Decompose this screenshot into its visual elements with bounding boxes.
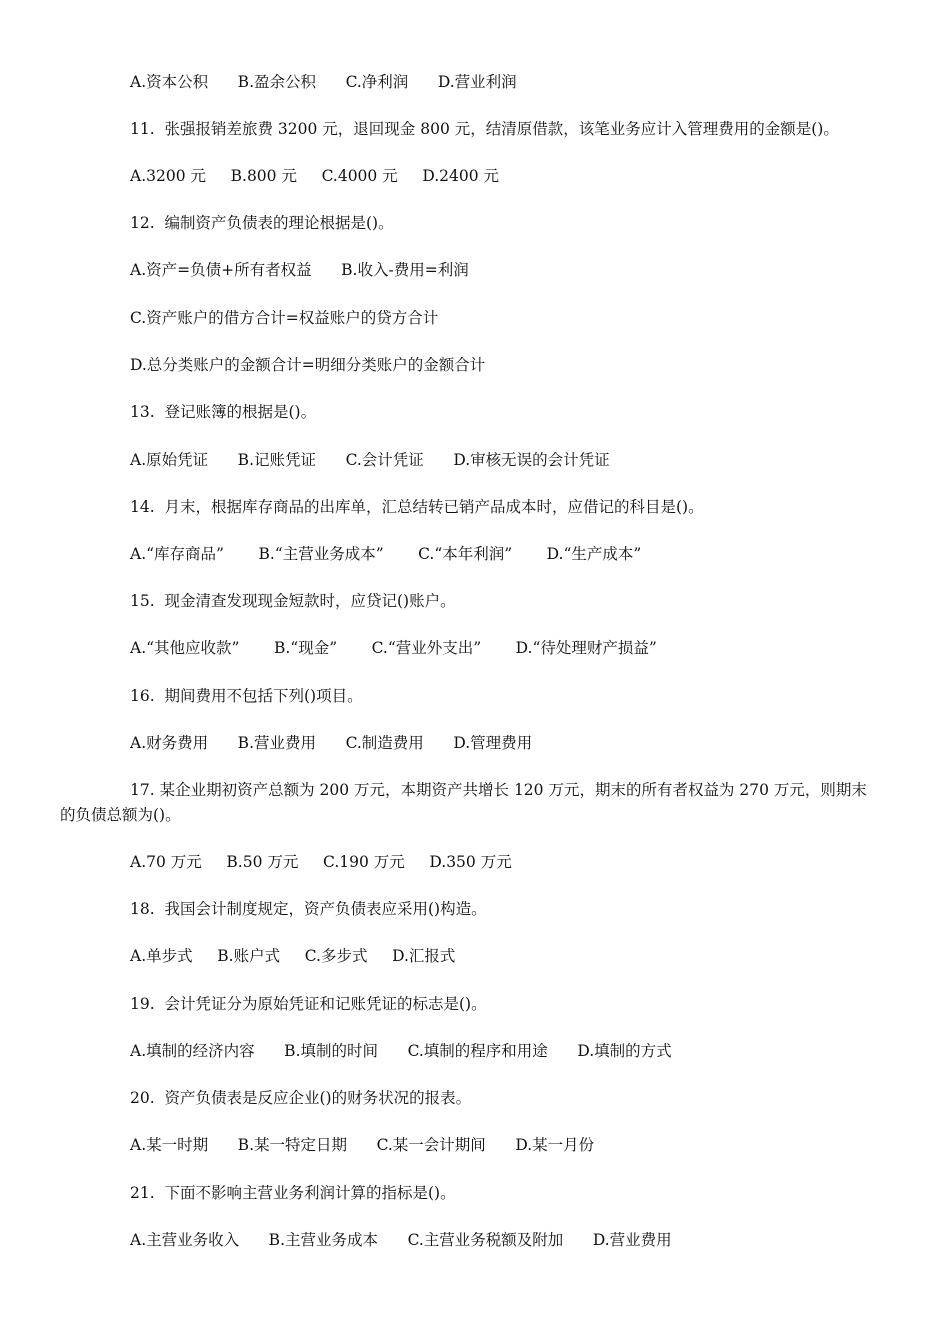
q12-option-c: C.资产账户的借方合计=权益账户的贷方合计 (130, 309, 439, 327)
q10-options: A.资本公积 B.盈余公积 C.净利润 D.营业利润 (130, 73, 517, 91)
q13-question: 13. 登记账簿的根据是()。 (130, 403, 317, 421)
q14-options: A.“库存商品” B.“主营业务成本” C.“本年利润” D.“生产成本” (130, 545, 642, 563)
q18-question: 18. 我国会计制度规定，资产负债表应采用()构造。 (130, 900, 487, 918)
q16-options: A.财务费用 B.营业费用 C.制造费用 D.管理费用 (130, 734, 533, 752)
q12-option-d: D.总分类账户的金额合计=明细分类账户的金额合计 (130, 356, 486, 374)
q19-options: A.填制的经济内容 B.填制的时间 C.填制的程序和用途 D.填制的方式 (130, 1042, 672, 1060)
q16-question: 16. 期间费用不包括下列()项目。 (130, 687, 363, 705)
q20-question: 20. 资产负债表是反应企业()的财务状况的报表。 (130, 1089, 472, 1107)
q21-question: 21. 下面不影响主营业务利润计算的指标是()。 (130, 1184, 456, 1202)
q12-options-ab: A.资产=负债+所有者权益 B.收入-费用=利润 (130, 261, 469, 279)
q17-options: A.70 万元 B.50 万元 C.190 万元 D.350 万元 (130, 853, 512, 871)
q21-options: A.主营业务收入 B.主营业务成本 C.主营业务税额及附加 D.营业费用 (130, 1231, 672, 1249)
q13-options: A.原始凭证 B.记账凭证 C.会计凭证 D.审核无误的会计凭证 (130, 451, 610, 469)
q20-options: A.某一时期 B.某一特定日期 C.某一会计期间 D.某一月份 (130, 1136, 595, 1154)
q15-options: A.“其他应收款” B.“现金” C.“营业外支出” D.“待处理财产损益” (130, 639, 657, 657)
q17-question: 17. 某企业期初资产总额为 200 万元，本期资产共增长 120 万元，期末的所有者权益为 270 万元，则期末的负债总额为()。 (60, 781, 867, 824)
q15-question: 15. 现金清查发现现金短款时，应贷记()账户。 (130, 592, 456, 610)
q12-question: 12. 编制资产负债表的理论根据是()。 (130, 214, 394, 232)
q14-question: 14. 月末，根据库存商品的出库单，汇总结转已销产品成本时，应借记的科目是()。 (130, 498, 704, 516)
q11-question: 11. 张强报销差旅费 3200 元，退回现金 800 元，结清原借款，该笔业务应计入管理费用的金额是()。 (130, 120, 839, 138)
q19-question: 19. 会计凭证分为原始凭证和记账凭证的标志是()。 (130, 995, 487, 1013)
q11-options: A.3200 元 B.800 元 C.4000 元 D.2400 元 (130, 167, 500, 185)
q18-options: A.单步式 B.账户式 C.多步式 D.汇报式 (130, 947, 456, 965)
